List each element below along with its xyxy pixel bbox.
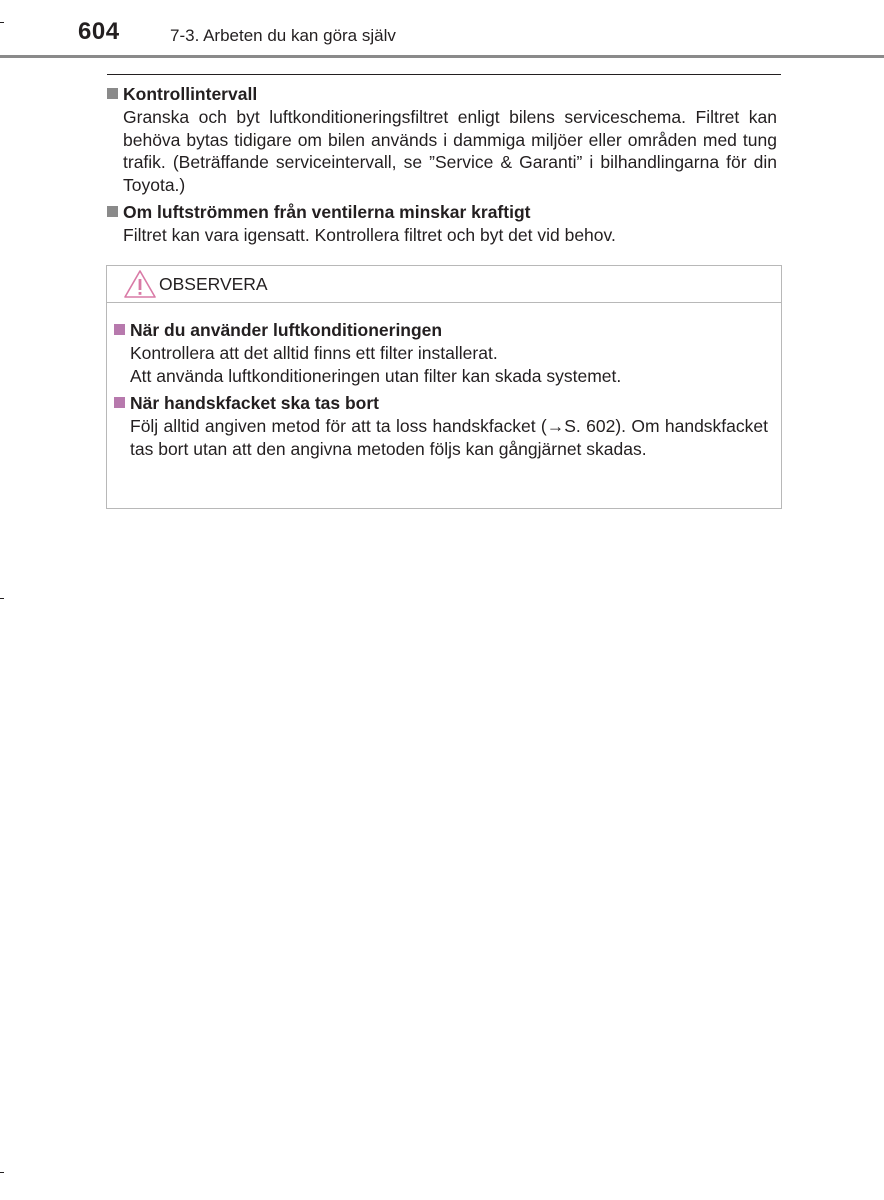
caution-heading-text: När du använder luftkonditioneringen: [130, 320, 443, 340]
section-kontrollintervall: [107, 82, 777, 196]
caution-content: [114, 318, 768, 464]
caution-section-heading: [114, 391, 768, 415]
page-number: 604: [78, 18, 120, 45]
section-body: [107, 106, 777, 196]
caution-header: [107, 266, 781, 303]
caution-box: [106, 265, 782, 509]
warning-triangle-icon: [123, 269, 157, 299]
header-rule: [0, 55, 884, 58]
caution-section-body: [114, 415, 768, 460]
section-luftstrommen: [107, 200, 777, 247]
caution-heading-text: När handskfacket ska tas bort: [130, 393, 379, 413]
section-paragraph: Filtret kan vara igensatt. Kontrollera filtret och byt det vid behov.: [123, 225, 616, 245]
crop-mark: [0, 22, 4, 23]
section-body: [107, 224, 777, 247]
caution-section-luftkonditionering: [114, 318, 768, 387]
caution-section-heading: [114, 318, 768, 342]
square-bullet-icon: [107, 206, 118, 217]
main-content: [107, 82, 777, 251]
section-heading-text: Kontrollintervall: [123, 84, 258, 104]
caution-line: Att använda luftkonditioneringen utan filter kan skada systemet.: [130, 365, 622, 386]
section-heading: [107, 200, 777, 224]
crop-mark: [0, 1172, 4, 1173]
section-heading-text: Om luftströmmen från ventilerna minskar kraftigt: [123, 202, 531, 222]
content-top-rule: [107, 74, 781, 75]
section-paragraph: Granska och byt luftkonditioneringsfiltret enligt bilens serviceschema. Filtret kan behöva bytas tidigare om bilen används i dammiga miljöer eller områden med tung trafik. (Beträffande serviceintervall, se ”Service & Garanti” i bilhandlingarna för din Toyota.): [123, 107, 777, 195]
section-heading: [107, 82, 777, 106]
caution-line: Kontrollera att det alltid finns ett filter installerat.: [130, 343, 498, 363]
square-bullet-icon: [114, 324, 125, 335]
square-bullet-icon: [114, 397, 125, 408]
caution-section-body: [114, 342, 768, 387]
chapter-title: 7-3. Arbeten du kan göra själv: [170, 26, 396, 45]
square-bullet-icon: [107, 88, 118, 99]
caution-line: Följ alltid angiven metod för att ta loss handskfacket (→S. 602). Om handskfacket tas bort utan att den angivna metoden följs kan gångjärnet skadas.: [130, 416, 768, 459]
page-header: [0, 0, 884, 58]
caution-section-handskfacket: [114, 391, 768, 460]
caution-title: OBSERVERA: [159, 274, 268, 294]
crop-mark: [0, 598, 4, 599]
